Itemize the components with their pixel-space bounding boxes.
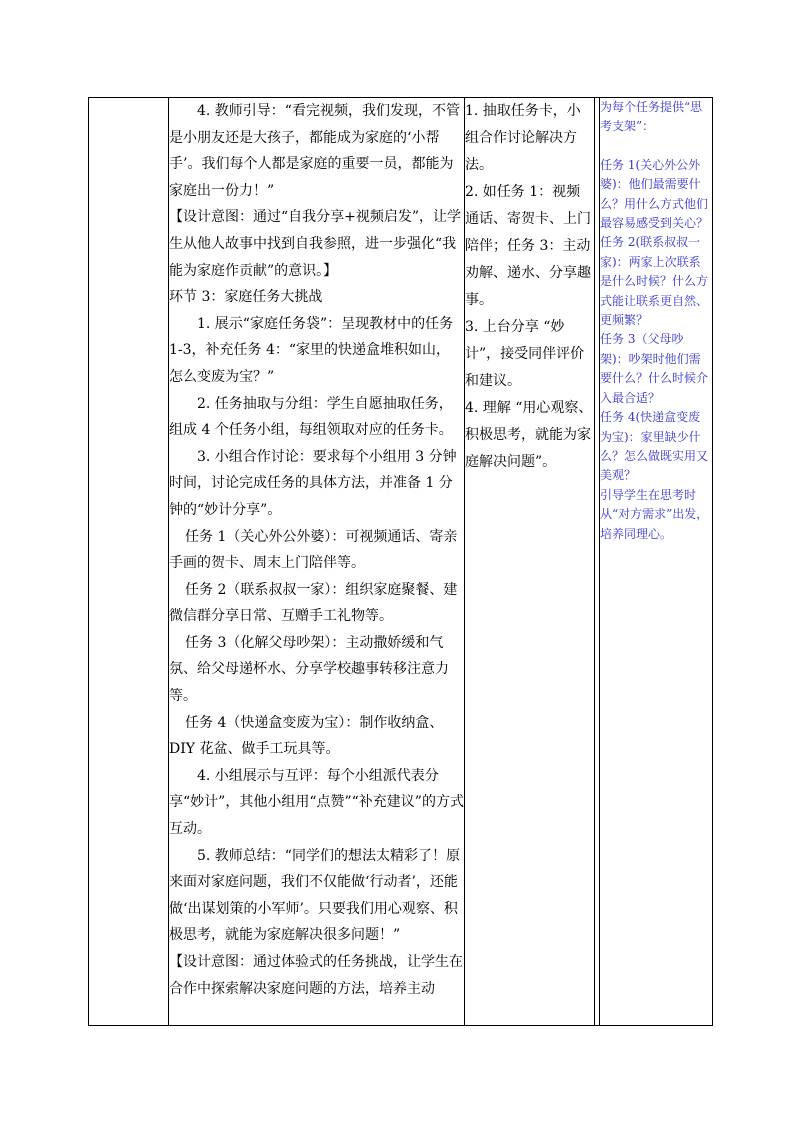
- spacer: [600, 137, 712, 156]
- tip-item: 任务 2(联系叔叔一家)：两家上次联系是什么时候？什么方式能让联系更自然、更频繁？: [600, 235, 709, 328]
- tip-item: 任务 3（父母吵架)：吵架时他们需要什么？什么时候介入最合适？: [600, 332, 709, 405]
- lesson-plan-table: [88, 97, 713, 1026]
- student-activity-cell: [465, 98, 595, 1026]
- tip-item: 任务 1(关心外公外婆)：他们最需要什么？用什么方式他们最容易感受到关心？: [600, 157, 709, 231]
- design-intent-note: 【设计意图：通过“自我分享+视频启发”，让学生从他人故事中找到自我参照，进一步强化“我能为家庭作贡献”的意识。】: [169, 209, 462, 279]
- tip-item: 任务 4(快递盒变废为宝)：家里缺少什么？怎么做既实用又美观？: [600, 410, 709, 483]
- section-heading: 环节 3：家庭任务大挑战: [169, 289, 323, 306]
- step-teacher-summary: 5. 教师总结：“同学们的想法太精彩了！原来面对家庭问题，我们不仅能做‘行动者’，还能做‘出谋划策的小军师’。只要我们用心观察、积极思考，就能为家庭解决很多问题！”: [169, 847, 460, 944]
- student-activity-item: 4. 理解 “用心观察、积极思考，就能为家庭解决问题”。: [465, 400, 593, 470]
- task-item: 任务 4（快递盒变废为宝）：制作收纳盒、DIY 花盆、做手工玩具等。: [169, 714, 444, 758]
- table-row: [89, 98, 713, 1026]
- tips-intro: 为每个任务提供“思考支架”：: [600, 100, 703, 134]
- step-group-presentation: 4. 小组展示与互评：每个小组派代表分享“妙计”，其他小组用“点赞”“补充建议”的方式互动。: [169, 767, 464, 838]
- task-item: 任务 1（关心外公外婆）：可视频通话、寄亲手画的贺卡、周末上门陪伴等。: [169, 528, 458, 572]
- stage-column-cell: [89, 98, 169, 1026]
- step-task-grouping: 2. 任务抽取与分组：学生自愿抽取任务，组成 4 个任务小组，每组领取对应的任务卡。: [169, 395, 453, 439]
- teacher-tips-cell: [600, 98, 713, 1026]
- task-item: 任务 3（化解父母吵架）：主动撒娇缓和气氛、给父母递杯水、分享学校趣事转移注意力等。: [169, 634, 449, 705]
- student-activity-item: 1. 抽取任务卡，小组合作讨论解决方法。: [465, 103, 581, 173]
- tip-item: 引导学生在思考时从“对方需求”出发，培养同理心。: [600, 487, 709, 541]
- step-show-task-bag: 1. 展示“家庭任务袋”：呈现教材中的任务 1-3，补充任务 4：“家里的快递盒堆积如山，怎么变废为宝？”: [169, 315, 454, 385]
- design-intent-note: 【设计意图：通过体验式的任务挑战，让学生在合作中探索解决家庭问题的方法，培养主动: [169, 954, 463, 997]
- step-teacher-guidance: 4. 教师引导：“看完视频，我们发现，不管是小朋友还是大孩子，都能成为家庭的‘小帮手’。我们每个人都是家庭的重要一员，都能为家庭出一份力！”: [169, 103, 460, 199]
- teacher-activity-cell: [169, 98, 465, 1026]
- student-activity-item: 2. 如任务 1：视频通话、寄贺卡、上门陪伴；任务 3：主动劝解、递水、分享趣事。: [465, 184, 591, 308]
- student-activity-item: 3. 上台分享 “妙计”，接受同伴评价和建议。: [465, 319, 585, 389]
- step-group-discussion: 3. 小组合作讨论：要求每个小组用 3 分钟时间，讨论完成任务的具体方法，并准备 1 分钟的“妙计分享”。: [169, 448, 457, 518]
- task-item: 任务 2（联系叔叔一家）：组织家庭聚餐、建微信群分享日常、互赠手工礼物等。: [169, 581, 458, 625]
